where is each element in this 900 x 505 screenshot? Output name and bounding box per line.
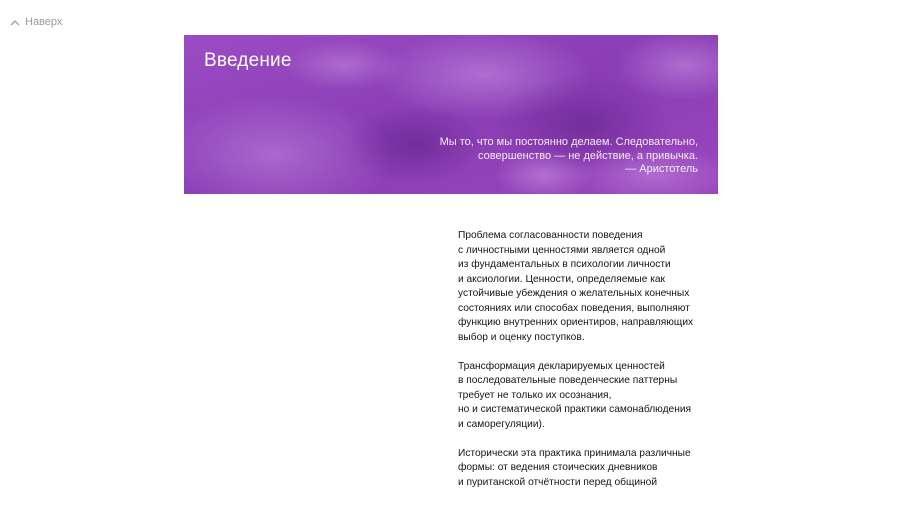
paragraph-line: выбор и оценку поступков. [458, 331, 585, 343]
paragraph-line: требует не только их осознания, [458, 389, 612, 401]
paragraph-line: состояниях или способах поведения, выполняют [458, 302, 690, 314]
paragraph [458, 447, 718, 491]
article-body [458, 229, 718, 505]
paragraph-line: формы: от ведения стоических дневников [458, 462, 658, 473]
paragraph-line: с личностными ценностями является одной [458, 244, 666, 256]
paragraph [458, 229, 718, 345]
paragraph [458, 360, 718, 433]
back-to-top-label: Наверх [25, 16, 63, 28]
quote-line: совершенство — не действие, а привычка. [478, 149, 698, 162]
paragraph-line: из фундаментальных в психологии личности [458, 259, 671, 270]
paragraph-line: устойчивые убеждения о желательных конечных [458, 288, 690, 299]
paragraph-line: Исторически эта практика принимала различные [458, 447, 691, 459]
quote-line: Мы то, что мы постоянно делаем. Следовательно, [439, 136, 698, 148]
epigraph-quote [440, 136, 698, 177]
paragraph-line: и пуританской отчётности перед общиной [458, 476, 658, 488]
paragraph-line: в последовательные поведенческие паттерны [458, 375, 678, 386]
paragraph-line: функцию внутренних ориентиров, направляющих [458, 317, 694, 328]
section-title: Введение [204, 50, 292, 71]
paragraph-line: Проблема согласованности поведения [458, 230, 643, 241]
paragraph-line: и аксиологии. Ценности, определяемые как [458, 273, 666, 285]
paragraph-line: но и систематической практики самонаблюдения [458, 404, 692, 415]
paragraph-line: Трансформация декларируемых ценностей [458, 360, 665, 372]
chevron-up-icon [10, 19, 20, 26]
quote-attribution: — Аристотель [625, 163, 698, 175]
back-to-top-link[interactable] [10, 16, 62, 28]
paragraph-line: и саморегуляции). [458, 418, 545, 430]
intro-hero-banner [184, 35, 718, 194]
